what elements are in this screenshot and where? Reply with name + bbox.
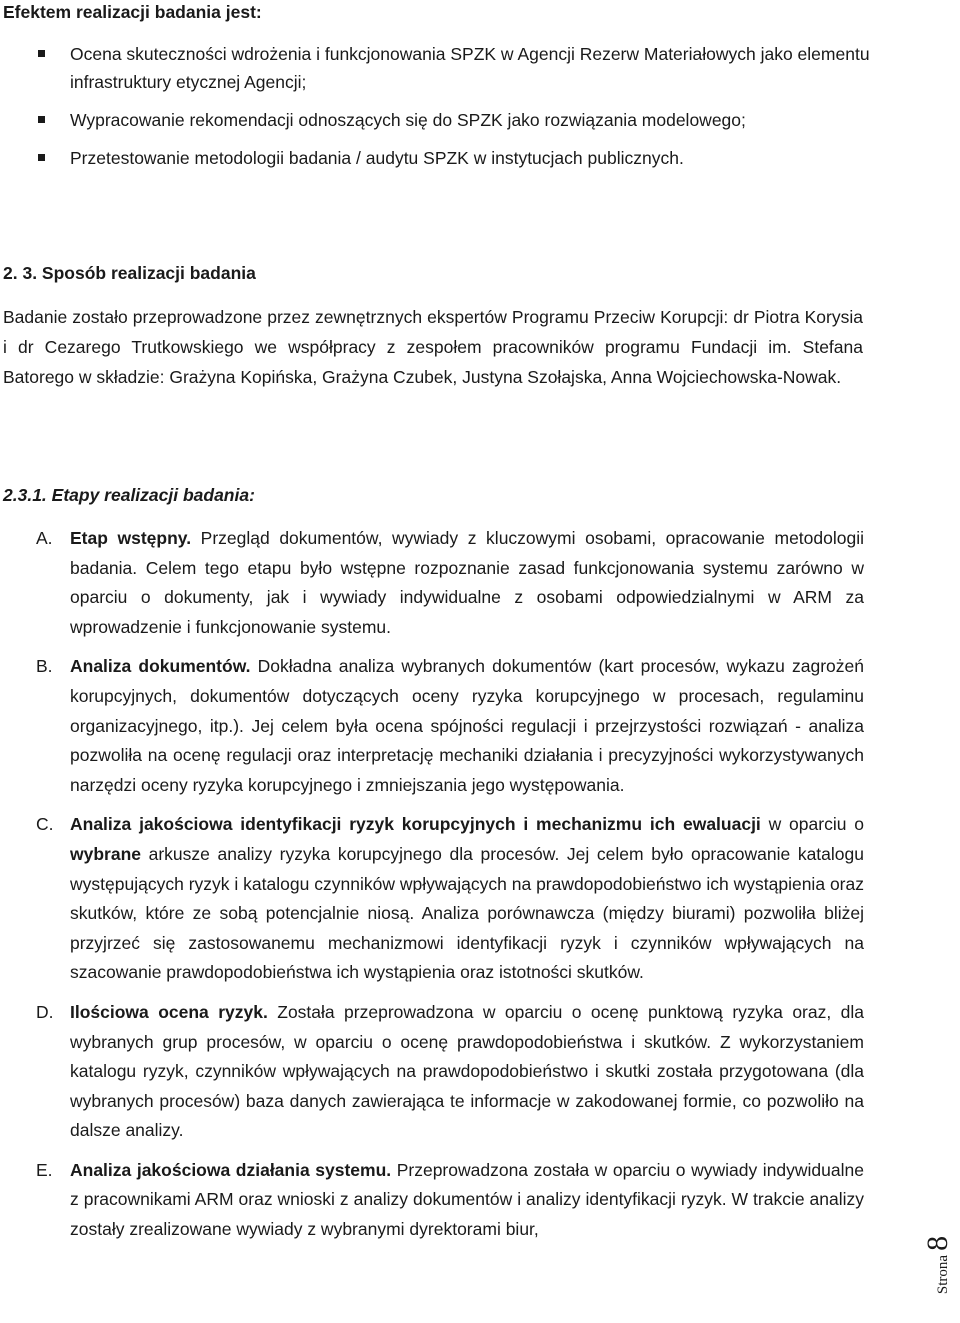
bullet-text: Przetestowanie metodologii badania / audytu SPZK w instytucjach publicznych. bbox=[70, 148, 684, 168]
stage-title: Analiza dokumentów. bbox=[70, 656, 251, 677]
bullet-text: Wypracowanie rekomendacji odnoszących się do SPZK jako rozwiązania modelowego; bbox=[70, 110, 746, 130]
stage-letter: C. bbox=[36, 814, 54, 835]
stage-text-bold: wybrane bbox=[70, 843, 141, 864]
bullet-item bbox=[0, 144, 900, 172]
stage-title: Analiza jakościowa identyfikacji ryzyk korupcyjnych i mechanizmu ich ewaluacji bbox=[70, 814, 761, 835]
stage-item bbox=[0, 1156, 864, 1245]
stage-title: Ilościowa ocena ryzyk. bbox=[70, 1001, 268, 1022]
stage-item bbox=[0, 998, 864, 1146]
stage-item bbox=[0, 652, 864, 800]
results-heading: Efektem realizacji badania jest: bbox=[3, 2, 262, 22]
stage-title: Etap wstępny. bbox=[70, 528, 192, 548]
page-label: Strona bbox=[935, 1254, 951, 1294]
stage-letter: A. bbox=[36, 528, 53, 548]
square-bullet-icon bbox=[38, 116, 45, 123]
stage-text: arkusze analizy ryzyka korupcyjnego dla procesów. Jej celem było opracowanie katalogu występujących ryzyk i katalogu czynników wpływających na prawdopodobieństwo ich wystąpienia oraz skutków, które ze sobą potencjalnie niosą. Analiza porównawcza (między biurami) pozwoliła bliżej przyjrzeć się zastosowanemu mechanizmowi identyfikacji ryzyk i czynników wpływających na szacowanie prawdopodobieństwa ich wystąpienia oraz istotności skutków. bbox=[70, 843, 864, 983]
subsection-title: 2.3.1. Etapy realizacji badania: bbox=[3, 485, 255, 505]
bullet-item bbox=[0, 40, 900, 96]
stages-list bbox=[0, 524, 864, 1255]
stage-text: Przeprowadzona została w oparciu o wywiady indywidualne z pracownikami ARM oraz wnioski z analizy dokumentów i analizy identyfikacji ryzyk. W trakcie analizy zostały zrealizowane wywiady z wybranymi dyrektorami biur, bbox=[70, 1159, 864, 1240]
results-bullet-list bbox=[0, 40, 900, 182]
page-number-footer bbox=[918, 1212, 958, 1317]
stage-title: Analiza jakościowa działania systemu. bbox=[70, 1159, 392, 1180]
bullet-text: Ocena skuteczności wdrożenia i funkcjonowania SPZK w Agencji Rezerw Materiałowych jako elementu infrastruktury etycznej Agencji; bbox=[70, 44, 870, 92]
section-title: 2. 3. Sposób realizacji badania bbox=[3, 263, 256, 283]
section-paragraph: Badanie zostało przeprowadzone przez zewnętrznych ekspertów Programu Przeciw Korupcji: dr Piotra Korysia i dr Cezarego Trutkowskiego we współpracy z zespołem pracowników programu Fundacji im. Stefana Batorego w składzie: Grażyna Kopińska, Grażyna Czubek, Justyna Szołajska, Anna Wojciechowska-Nowak. bbox=[3, 307, 863, 387]
stage-item bbox=[0, 524, 864, 642]
page-number: 8 bbox=[921, 1235, 954, 1251]
stage-text: Została przeprowadzona w oparciu o ocenę punktową ryzyka oraz, dla wybranych grup procesów, w oparciu o ocenę prawdopodobieństwa i skutków. Z wykorzystaniem katalogu ryzyk, czynników wpływających na prawdopodobieństwo i skutki została przygotowana (dla wybranych procesów) baza danych zawierająca te informacje w zakodowanej formie, co pozwoliło na dalsze analizy. bbox=[70, 1001, 865, 1141]
square-bullet-icon bbox=[38, 50, 45, 57]
stage-letter: B. bbox=[36, 656, 53, 677]
stage-letter: E. bbox=[36, 1159, 53, 1180]
square-bullet-icon bbox=[38, 154, 45, 161]
stage-text: w oparciu o bbox=[760, 814, 864, 835]
stage-text: Dokładna analiza wybranych dokumentów (kart procesów, wykazu zagrożeń korupcyjnych, dokumentów dotyczących oceny ryzyka korupcyjnego w procesach, regulaminu organizacyjnego, itp.). Jej celem była ocena spójności regulacji i przejrzystości rozwiązań - analiza pozwoliła na ocenę regulacji oraz interpretację mechaniki działania i precyzyjności wykorzystywanych narzędzi oceny ryzyka korupcyjnego i zmniejszania jego występowania. bbox=[70, 656, 864, 795]
stage-item bbox=[0, 810, 864, 988]
bullet-item bbox=[0, 106, 900, 134]
stage-text: Przegląd dokumentów, wywiady z kluczowymi osobami, opracowanie metodologii badania. Celem tego etapu było wstępne rozpoznanie zasad funkcjonowania systemu zarówno w oparciu o dokumenty, jak i wywiady indywidualne z osobami odpowiedzialnymi w ARM za wprowadzenie i funkcjonowanie systemu. bbox=[70, 528, 864, 637]
stage-letter: D. bbox=[36, 1001, 54, 1022]
